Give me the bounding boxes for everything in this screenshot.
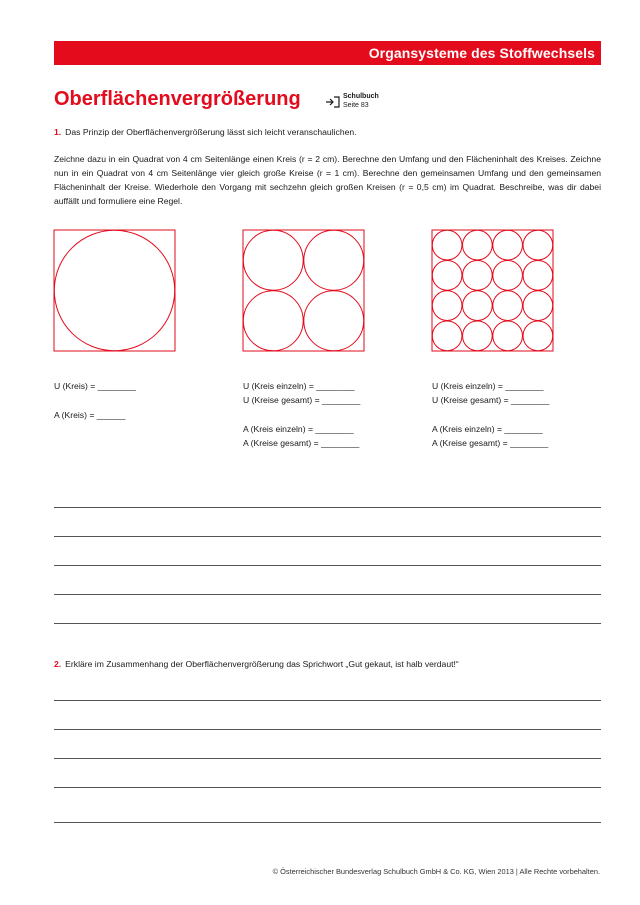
figure-circle xyxy=(432,291,462,321)
figure-circle xyxy=(54,230,174,350)
copyright-footer: © Österreichischer Bundesverlag Schulbuch GmbH & Co. KG, Wien 2013 | Alle Rechte vorbehalten. xyxy=(272,867,600,876)
figure-circle xyxy=(523,291,553,321)
answer-line[interactable] xyxy=(54,623,601,624)
figure-circle xyxy=(432,321,462,351)
figure-circle xyxy=(493,291,523,321)
label-a-gesamt-16: A (Kreise gesamt) = ________ xyxy=(432,438,549,448)
figure-circle xyxy=(523,321,553,351)
answer-line[interactable] xyxy=(54,594,601,595)
label-u-gesamt-4: U (Kreise gesamt) = ________ xyxy=(243,395,361,405)
task1-intro-text: Das Prinzip der Oberflächenvergrößerung lässt sich leicht veranschaulichen. xyxy=(65,127,357,137)
label-u-kreis: U (Kreis) = ________ xyxy=(54,381,136,391)
task2-text: Erkläre im Zusammenhang der Oberflächenvergrößerung das Sprichwort „Gut gekaut, ist halb verdaut!“ xyxy=(65,659,459,669)
figure-circle xyxy=(523,261,553,291)
figure-circle xyxy=(463,291,493,321)
figure-four-circles xyxy=(243,230,364,351)
label-a-einzeln-4: A (Kreis einzeln) = ________ xyxy=(243,424,354,434)
figure-one-circle xyxy=(54,230,175,351)
answer-line[interactable] xyxy=(54,565,601,566)
answer-line[interactable] xyxy=(54,700,601,701)
figure-circle xyxy=(432,261,462,291)
figure-circle xyxy=(243,291,303,351)
figure-circle xyxy=(432,230,462,260)
figure-circle xyxy=(493,230,523,260)
label-u-einzeln-4: U (Kreis einzeln) = ________ xyxy=(243,381,355,391)
figure-circle xyxy=(304,230,364,290)
task2-number: 2. xyxy=(54,659,62,669)
label-u-gesamt-16: U (Kreise gesamt) = ________ xyxy=(432,395,550,405)
figure-circle xyxy=(463,321,493,351)
task1-number: 1. xyxy=(54,127,62,137)
book-ref-page: Seite 83 xyxy=(343,102,369,109)
answer-line[interactable] xyxy=(54,758,601,759)
answer-line[interactable] xyxy=(54,787,601,788)
figure-square xyxy=(432,230,553,351)
answer-line[interactable] xyxy=(54,507,601,508)
figure-circle xyxy=(493,321,523,351)
figure-circle xyxy=(463,261,493,291)
figure-circle xyxy=(243,230,303,290)
label-a-einzeln-16: A (Kreis einzeln) = ________ xyxy=(432,424,543,434)
section-title: Organsysteme des Stoffwechsels xyxy=(368,45,595,61)
label-a-kreis: A (Kreis) = ______ xyxy=(54,410,126,420)
figure-sixteen-circles xyxy=(432,230,553,351)
answer-line[interactable] xyxy=(54,536,601,537)
figure-circle xyxy=(463,230,493,260)
task1-instructions: Zeichne dazu in ein Quadrat von 4 cm Seitenlänge einen Kreis (r = 2 cm). Berechne den Umfang und den Flächeninhalt des Kreises. Zeichne nun in ein Quadrat von 4 cm Seitenlänge vier gleich große Kreise (r = 1 cm). Berechne den gemeinsamen Umfang und den gemeinsamen Flächeninhalt der Kreise. Wiederhole den Vorgang mit sechzehn gleich großen Kreisen (r = 0,5 cm) im Quadrat. Beschreibe, was dir dabei auffällt und formuliere eine Regel. xyxy=(54,154,601,206)
answer-line[interactable] xyxy=(54,729,601,730)
figure-square xyxy=(243,230,364,351)
task2-question xyxy=(54,657,459,671)
figure-circle xyxy=(304,291,364,351)
book-ref-label: Schulbuch xyxy=(343,93,379,100)
label-u-einzeln-16: U (Kreis einzeln) = ________ xyxy=(432,381,544,391)
label-a-gesamt-4: A (Kreise gesamt) = ________ xyxy=(243,438,360,448)
figure-circle xyxy=(523,230,553,260)
page-title: Oberflächenvergrößerung xyxy=(54,88,301,110)
answer-line[interactable] xyxy=(54,822,601,823)
figure-circle xyxy=(493,261,523,291)
